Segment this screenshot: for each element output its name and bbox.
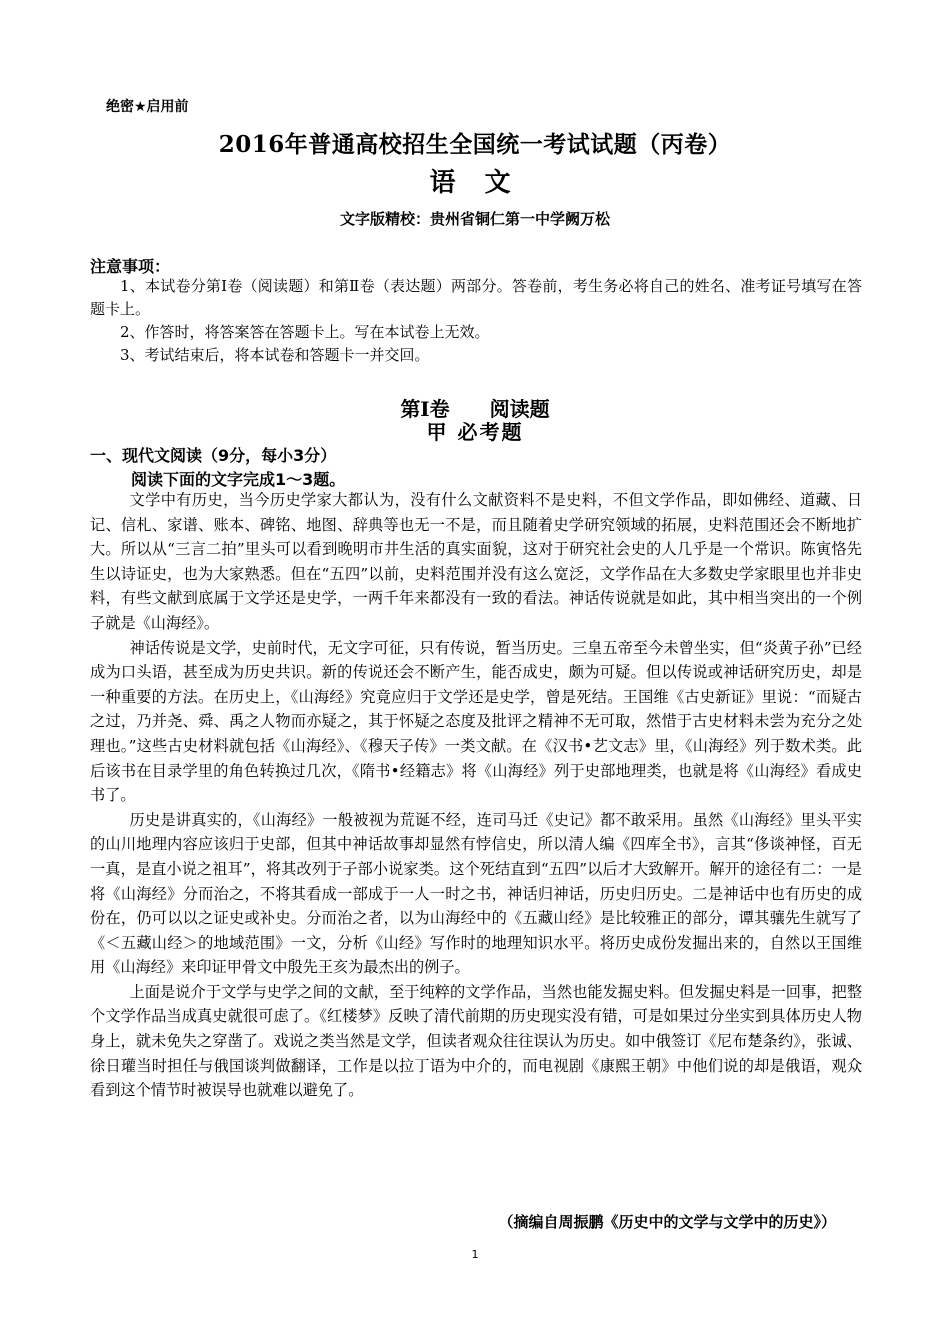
volume-title-part: 第Ⅰ卷 xyxy=(400,397,450,421)
confidential-label: 绝密★启用前 xyxy=(106,99,189,115)
notice-item: 3、考试结束后，将本试卷和答题卡一并交回。 xyxy=(120,346,430,364)
reading-passage xyxy=(90,488,862,1103)
section-heading: 一、现代文阅读（9分，每小3分） xyxy=(90,446,337,465)
passage-paragraph: 上面是说介于文学与史学之间的文献，至于纯粹的文学作品，当然也能发掘史料。但发掘史料是一回事，把整个文学作品当成真史就很可虑了。《红楼梦》反映了清代前期的历史现实没有错，可是如果过分坐实到具体历史人物身上，就未免失之穿凿了。戏说之类当然是文学，但读者观众往往误认为历史。如中俄签订《尼布楚条约》，张诚、徐日瓘当时担任与俄国谈判做翻译，工作是以拉丁语为中介的，而电视剧《康熙王朝》中他们说的却是俄语，观众看到这个情节时被误导也就难以避免了。 xyxy=(90,982,862,1100)
section-instruction: 阅读下面的文字完成1～3题。 xyxy=(131,470,346,489)
proofread-credit: 文字版精校：贵州省铜仁第一中学阙万松 xyxy=(339,210,610,228)
page-number: 1 xyxy=(471,1248,479,1261)
passage-paragraph: 历史是讲真实的，《山海经》一般被视为荒诞不经，连司马迁《史记》都不敢采用。虽然《山海经》里头平实的山川地理内容应该归于史部，但其中神话故事却显然有悖信史，所以清人编《四库全书》，言其“侈谈神怪，百无一真，是直小说之祖耳”，将其改列于子部小说家类。这个死结直到“五四”以后才大致解开。解开的途径有二：一是将《山海经》分而治之，不将其看成一部成于一人一时之书，神话归神话，历史归历史。二是神话中也有历史的成份在，仍可以以之证史或补史。分而治之者，以为山海经中的《五藏山经》是比较雅正的部分，谭其骧先生就写了《＜五藏山经＞的地域范围》一文，分析《山经》写作时的地理知识水平。将历史成份发掘出来的，自然以王国维用《山海经》来印证甲骨文中殷先王亥为最杰出的例子。 xyxy=(90,810,862,977)
passage-source: （摘编自周振鹏《历史中的文学与文学中的历史》） xyxy=(498,1213,836,1231)
notice-list xyxy=(90,275,862,367)
volume-subtitle: 甲 必考题 xyxy=(426,420,524,444)
notice-heading: 注意事项： xyxy=(90,257,171,276)
notice-item: 1、本试卷分第Ⅰ卷（阅读题）和第Ⅱ卷（表达题）两部分。答卷前，考生务必将自己的姓名、准考证号填写在答题卡上。 xyxy=(90,277,862,318)
volume-title-kind: 阅读题 xyxy=(489,397,550,421)
exam-title: 2016年普通高校招生全国统一考试试题（丙卷） xyxy=(218,131,732,158)
notice-item: 2、作答时，将答案答在答题卡上。写在本试卷上无效。 xyxy=(120,323,490,341)
subject-title: 语 文 xyxy=(429,168,521,198)
passage-paragraph: 文学中有历史，当今历史学家大都认为，没有什么文献资料不是史料，不但文学作品，即如佛经、道藏、日记、信札、家谱、账本、碑铭、地图、辞典等也无一不是，而且随着史学研究领域的拓展，史料范围还会不断地扩大。所以从“三言二拍”里头可以看到晚明市井生活的真实面貌，这对于研究社会史的人几乎是一个常识。陈寅恪先生以诗证史，也为大家熟悉。但在“五四”以前，史料范围并没有这么宽泛，文学作品在大多数史学家眼里也并非史料，有些文献到底属于文学还是史学，一两千年来都没有一致的看法。神话传说就是如此，其中相当突出的一个例子就是《山海经》。 xyxy=(90,491,862,632)
passage-paragraph: 神话传说是文学，史前时代，无文字可征，只有传说，暂当历史。三皇五帝至今未曾坐实，但“炎黄子孙”已经成为口头语，甚至成为历史共识。新的传说还会不断产生，能否成史，颇为可疑。但以传说或神话研究历史，却是一种重要的方法。在历史上，《山海经》究竟应归于文学还是史学，曾是死结。王国维《古史新证》里说：“而疑古之过，乃并尧、舜、禹之人物而亦疑之，其于怀疑之态度及批评之精神不无可取，然惜于古史材料未尝为充分之处理也。”这些古史材料就包括《山海经》、《穆天子传》一类文献。在《汉书•艺文志》里，《山海经》列于数术类。此后该书在目录学里的角色转换过几次，《隋书•经籍志》将《山海经》列于史部地理类，也就是将《山海经》看成史书了。 xyxy=(90,638,862,805)
